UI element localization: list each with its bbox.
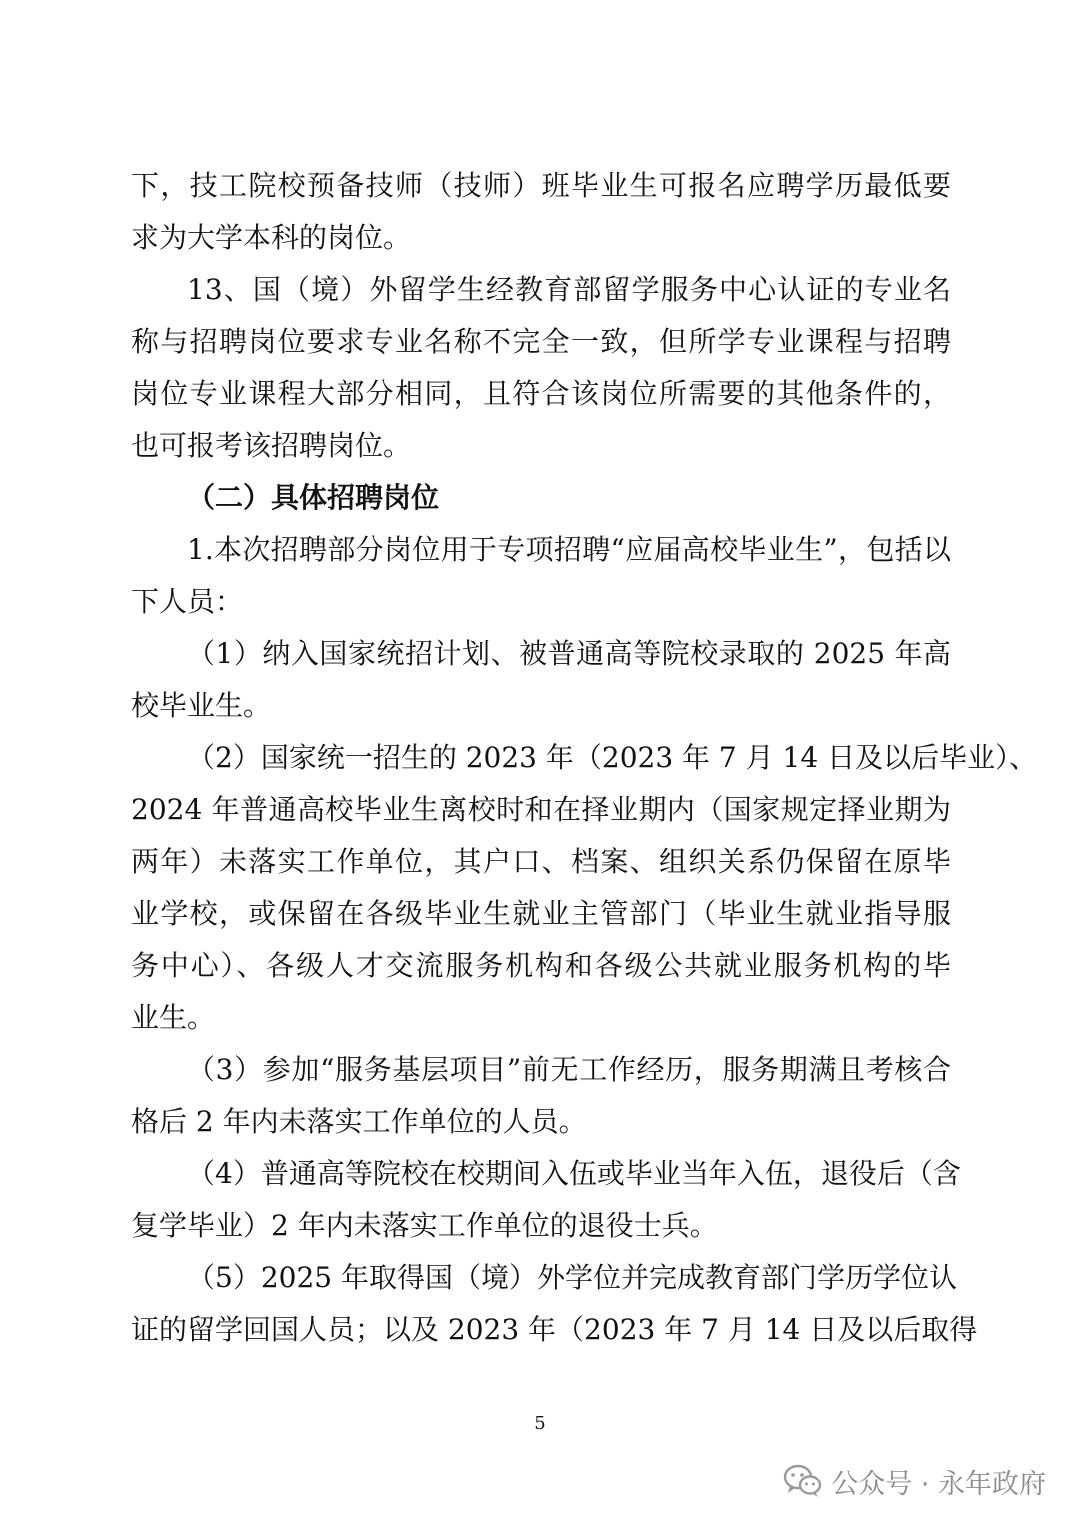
text-line: 格后 2 年内未落实工作单位的人员。 (131, 1105, 587, 1138)
text-line: （1）纳入国家统招计划、被普通高等院校录取的 2025 年高 (187, 637, 951, 670)
text-line: 13、国（境）外留学生经教育部留学服务中心认证的专业名 (187, 273, 951, 306)
text-line: 复学毕业）2 年内未落实工作单位的退役士兵。 (131, 1209, 718, 1242)
text-line: 岗位专业课程大部分相同，且符合该岗位所需要的其他条件的， (131, 377, 951, 410)
text-line: 业学校，或保留在各级毕业生就业主管部门（毕业生就业指导服 (131, 897, 951, 930)
document-body (131, 160, 1038, 1356)
text-line: 1.本次招聘部分岗位用于专项招聘“应届高校毕业生”，包括以 (187, 533, 951, 566)
wechat-icon (783, 1463, 823, 1499)
text-line: 两年）未落实工作单位，其户口、档案、组织关系仍保留在原毕 (131, 845, 951, 878)
section-heading: （二）具体招聘岗位 (187, 481, 440, 514)
text-line: （5）2025 年取得国（境）外学位并完成教育部门学历学位认 (187, 1261, 957, 1294)
text-line: （2）国家统一招生的 2023 年（2023 年 7 月 14 日及以后毕业）、 (187, 741, 1038, 774)
page-number: 5 (534, 1413, 546, 1434)
text-line: （3）参加“服务基层项目”前无工作经历，服务期满且考核合 (187, 1053, 951, 1086)
text-line: 也可报考该招聘岗位。 (131, 429, 412, 462)
text-line: 务中心）、各级人才交流服务机构和各级公共就业服务机构的毕 (131, 949, 951, 982)
text-line: 2024 年普通高校毕业生离校时和在择业期内（国家规定择业期为 (131, 793, 951, 826)
text-line: 下，技工院校预备技师（技师）班毕业生可报名应聘学历最低要 (131, 169, 951, 202)
text-line: 业生。 (131, 1001, 216, 1034)
watermark (783, 1458, 1046, 1504)
text-line: 证的留学回国人员；以及 2023 年（2023 年 7 月 14 日及以后取得 (131, 1313, 978, 1346)
text-line: 下人员： (131, 585, 244, 618)
text-line: 求为大学本科的岗位。 (131, 221, 412, 254)
text-line: 校毕业生。 (131, 689, 272, 722)
text-line: 称与招聘岗位要求专业名称不完全一致，但所学专业课程与招聘 (131, 325, 951, 358)
watermark-text: 公众号 · 永年政府 (831, 1468, 1046, 1500)
text-line: （4）普通高等院校在校期间入伍或毕业当年入伍，退役后（含 (187, 1157, 961, 1190)
